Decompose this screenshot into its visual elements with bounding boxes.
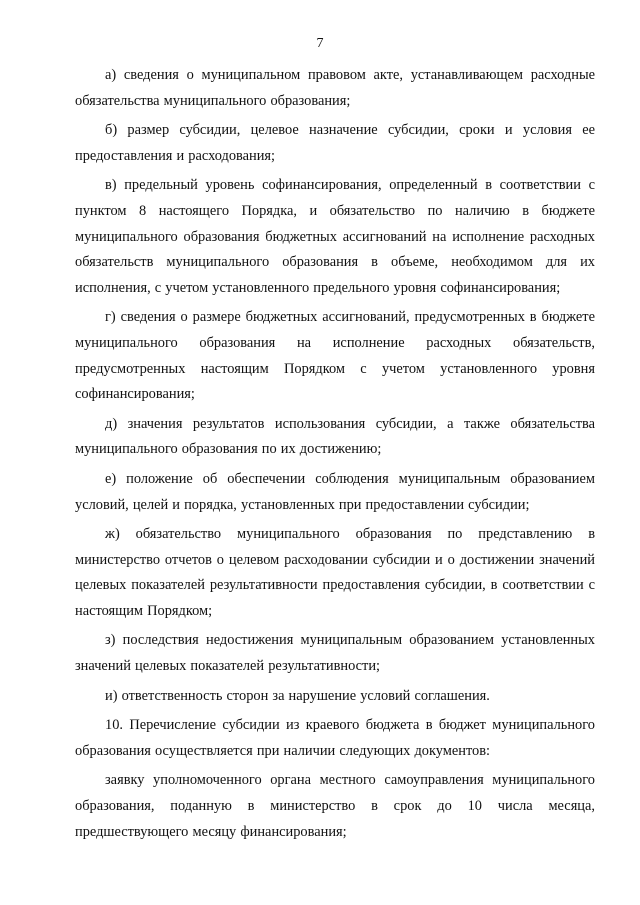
paragraph-10-transfer: 10. Перечисление субсидии из краевого бюджета в бюджет муниципального образования осуществляется при наличии следующих документов: <box>75 717 595 759</box>
paragraph-b-subsidy-size: б) размер субсидии, целевое назначение субсидии, сроки и условия ее предоставления и расходования; <box>75 122 595 164</box>
paragraph-d-result-values: д) значения результатов использования субсидии, а также обязательства муниципального образования по их достижению; <box>75 415 595 458</box>
paragraph-zh-reporting-obligation: ж) обязательство муниципального образования по представлению в министерство отчетов о целевом расходовании субсидии и о достижении значений целевых показателей результативности предоставления субсидии, в соответствии с настоящим Порядком; <box>75 526 595 619</box>
paragraph-z-consequences: з) последствия недостижения муниципальным образованием установленных значений целевых показателей результативности; <box>75 632 595 675</box>
paragraph-c-cofinancing-level: в) предельный уровень софинансирования, определенный в соответствии с пунктом 8 настоящего Порядка, и обязательство по наличию в бюджете муниципального образования бюджетных ассигнований на исполнение расходных обязательств муниципального образования в объеме, необходимом для их исполнения, с учетом установленного предельного уровня софинансирования; <box>75 177 595 296</box>
paragraph-a-legal-act: а) сведения о муниципальном правовом акте, устанавливающем расходные обязательства муниципального образования; <box>75 67 595 109</box>
paragraph-application: заявку уполномоченного органа местного самоуправления муниципального образования, поданную в министерство в срок до 10 числа месяца, предшествующего месяцу финансирования; <box>75 772 595 840</box>
paragraph-g-budget-allocations: г) сведения о размере бюджетных ассигнований, предусмотренных в бюджете муниципального образования на исполнение расходных обязательств, предусмотренных настоящим Порядком с учетом установленного уровня софинансирования; <box>75 309 595 403</box>
page-number: 7 <box>316 36 324 51</box>
paragraph-i-responsibility: и) ответственность сторон за нарушение условий соглашения. <box>105 687 490 704</box>
document-body <box>75 63 595 849</box>
paragraph-e-compliance: е) положение об обеспечении соблюдения муниципальным образованием условий, целей и порядка, установленных при предоставлении субсидии; <box>75 470 595 513</box>
